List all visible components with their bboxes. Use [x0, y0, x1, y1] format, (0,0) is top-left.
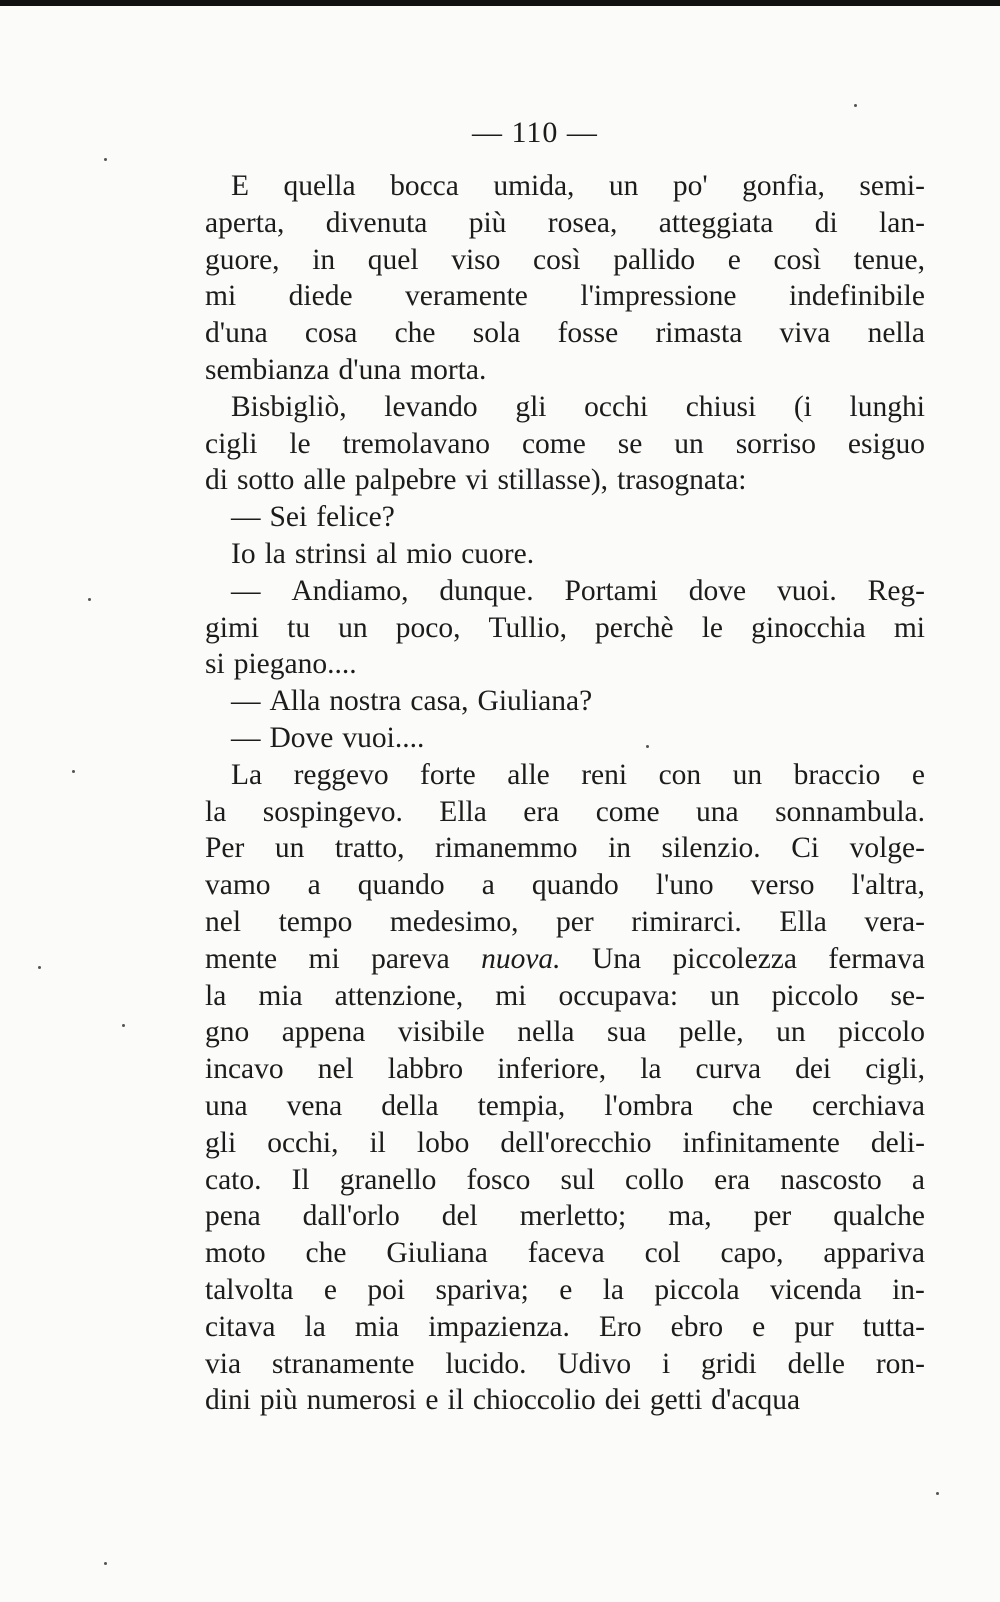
- text-line: Io la strinsi al mio cuore.: [231, 537, 535, 570]
- scan-speck: [38, 966, 41, 969]
- text-line: vamo a quando a quando l'uno verso l'altra,: [205, 869, 925, 902]
- scan-speck: [72, 770, 75, 773]
- scan-speck: [646, 745, 649, 748]
- page-top-edge: [0, 0, 1000, 6]
- page-number: — 110 —: [472, 116, 598, 149]
- text-line: Bisbigliò, levando gli occhi chiusi (i lunghi: [231, 390, 925, 423]
- paragraph: [205, 389, 925, 499]
- paragraph: [205, 720, 925, 757]
- body-text: [205, 168, 925, 1419]
- paragraph: [205, 499, 925, 536]
- paragraph: [205, 683, 925, 720]
- text-line: una vena della tempia, l'ombra che cerchiava: [205, 1089, 925, 1122]
- text-line: gli occhi, il lobo dell'orecchio infinitamente deli-: [205, 1126, 925, 1159]
- text-line: gimi tu un poco, Tullio, perchè le ginocchia mi: [205, 611, 925, 644]
- text-line: talvolta e poi spariva; e la piccola vicenda in-: [205, 1273, 925, 1306]
- text-line: la mia attenzione, mi occupava: un piccolo se-: [205, 979, 925, 1012]
- scan-speck: [122, 1024, 125, 1027]
- text-line: Per un tratto, rimanemmo in silenzio. Ci volge-: [205, 832, 925, 865]
- text-line: aperta, divenuta più rosea, atteggiata di lan-: [205, 206, 925, 239]
- text-line: dini più numerosi e il chioccolio dei getti d'acqua: [205, 1384, 801, 1417]
- text-line: E quella bocca umida, un po' gonfia, semi-: [231, 170, 925, 202]
- paragraph: [205, 573, 925, 683]
- text-line: d'una cosa che sola fosse rimasta viva nella: [205, 317, 925, 350]
- text-line: sembianza d'una morta.: [205, 353, 487, 386]
- text-line: gno appena visibile nella sua pelle, un piccolo: [205, 1016, 925, 1049]
- text-line: — Alla nostra casa, Giuliana?: [231, 685, 593, 718]
- paragraph: [205, 757, 925, 1419]
- text-line: mente mi pareva nuova. Una piccolezza fermava: [205, 942, 925, 975]
- text-line: La reggevo forte alle reni con un braccio e: [231, 758, 925, 791]
- text-line: citava la mia impazienza. Ero ebro e pur tutta-: [205, 1310, 925, 1343]
- scan-speck: [936, 1492, 939, 1495]
- text-line: cato. Il granello fosco sul collo era nascosto a: [205, 1163, 925, 1196]
- scan-speck: [104, 158, 107, 161]
- scan-speck: [104, 1562, 107, 1565]
- scan-speck: [88, 598, 91, 601]
- text-line: pena dall'orlo del merletto; ma, per qualche: [205, 1200, 925, 1233]
- text-line: nel tempo medesimo, per rimirarci. Ella vera-: [205, 905, 925, 938]
- text-line: — Andiamo, dunque. Portami dove vuoi. Reg-: [231, 574, 925, 607]
- text-line: la sospingevo. Ella era come una sonnambula.: [205, 795, 925, 828]
- text-line: via stranamente lucido. Udivo i gridi delle ron-: [205, 1347, 925, 1380]
- text-line: si piegano....: [205, 648, 357, 681]
- text-line: — Dove vuoi....: [231, 721, 425, 754]
- text-line: cigli le tremolavano come se un sorriso esiguo: [205, 427, 925, 460]
- text-line: mi diede veramente l'impressione indefinibile: [205, 280, 925, 313]
- text-line: moto che Giuliana faceva col capo, appariva: [205, 1237, 925, 1270]
- paragraph: [205, 168, 925, 389]
- text-line: guore, in quel viso così pallido e così tenue,: [205, 243, 925, 276]
- text-line: incavo nel labbro inferiore, la curva dei cigli,: [205, 1053, 925, 1086]
- scan-speck: [854, 104, 857, 107]
- text-line: di sotto alle palpebre vi stillasse), trasognata:: [205, 464, 747, 497]
- paragraph: [205, 536, 925, 573]
- text-line: — Sei felice?: [231, 501, 395, 534]
